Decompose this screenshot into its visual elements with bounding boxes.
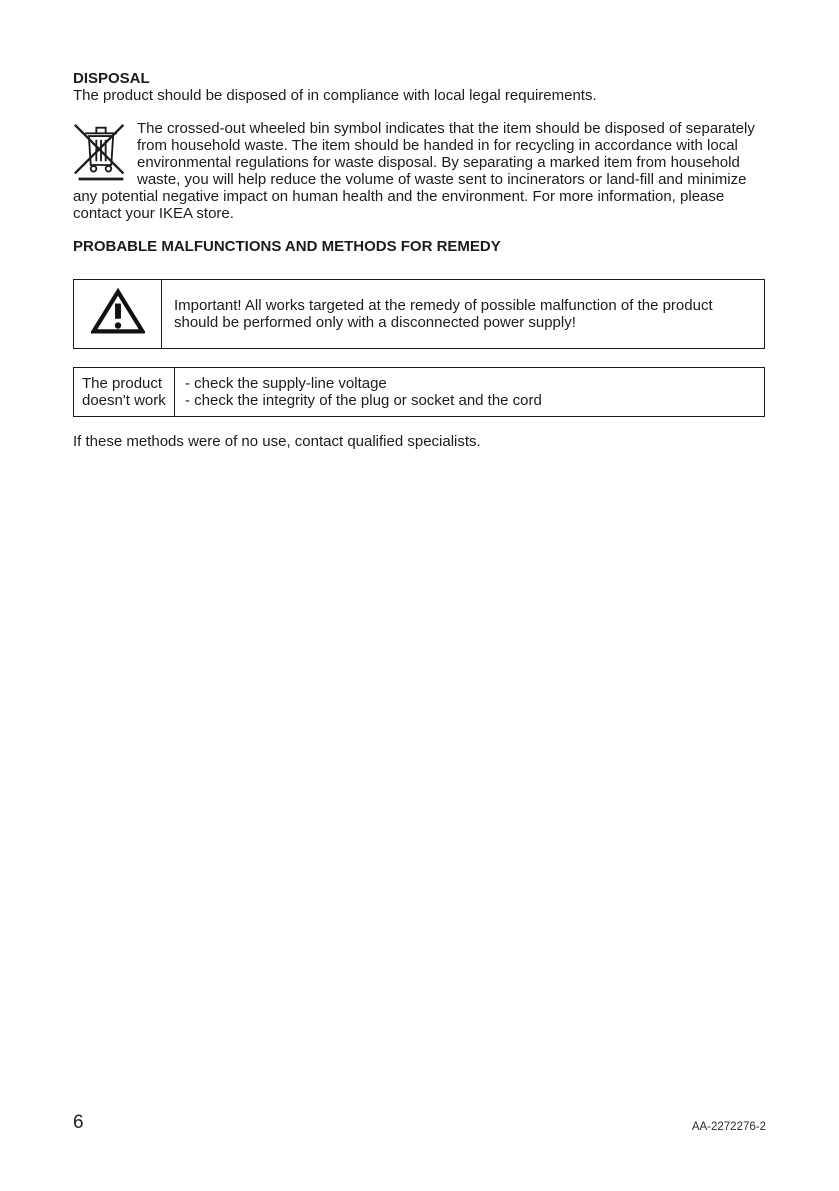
remedy-item: - check the integrity of the plug or socket and the cord bbox=[185, 392, 542, 409]
crossed-out-wheeled-bin-icon bbox=[73, 120, 129, 182]
page-number: 6 bbox=[73, 1112, 84, 1133]
disposal-intro: The product should be disposed of in compliance with local legal requirements. bbox=[73, 87, 597, 104]
weee-paragraph-block bbox=[73, 120, 765, 222]
document-id: AA-2272276-2 bbox=[691, 1121, 766, 1133]
disposal-heading: DISPOSAL bbox=[73, 70, 150, 87]
page-content bbox=[73, 70, 765, 450]
remedy-actions-cell bbox=[175, 368, 764, 416]
closing-note: If these methods were of no use, contact qualified specialists. bbox=[73, 433, 481, 450]
remedy-table bbox=[73, 367, 765, 417]
problem-line-1: The product bbox=[82, 375, 163, 392]
malfunctions-heading: PROBABLE MALFUNCTIONS AND METHODS FOR REMEDY bbox=[73, 238, 501, 255]
problem-line-2: doesn't work bbox=[82, 392, 166, 409]
weee-paragraph-text: The crossed-out wheeled bin symbol indicates that the item should be disposed of separately from household waste. The item should be handed in for recycling in accordance with local environmental regulations for waste disposal. By separating a marked item from household waste, you will help reduce the volume of waste sent to incinerators or land-fill and minimize any potential negative impact on human health and the environment. For more information, please contact your IKEA store. bbox=[73, 120, 755, 222]
warning-triangle-icon bbox=[91, 288, 145, 341]
warning-box bbox=[73, 279, 765, 349]
warning-text: Important! All works targeted at the remedy of possible malfunction of the product should be performed only with a disconnected power supply! bbox=[174, 297, 713, 331]
remedy-item: - check the supply-line voltage bbox=[185, 375, 387, 392]
warning-icon-cell bbox=[74, 280, 162, 348]
remedy-problem-cell bbox=[74, 368, 175, 416]
